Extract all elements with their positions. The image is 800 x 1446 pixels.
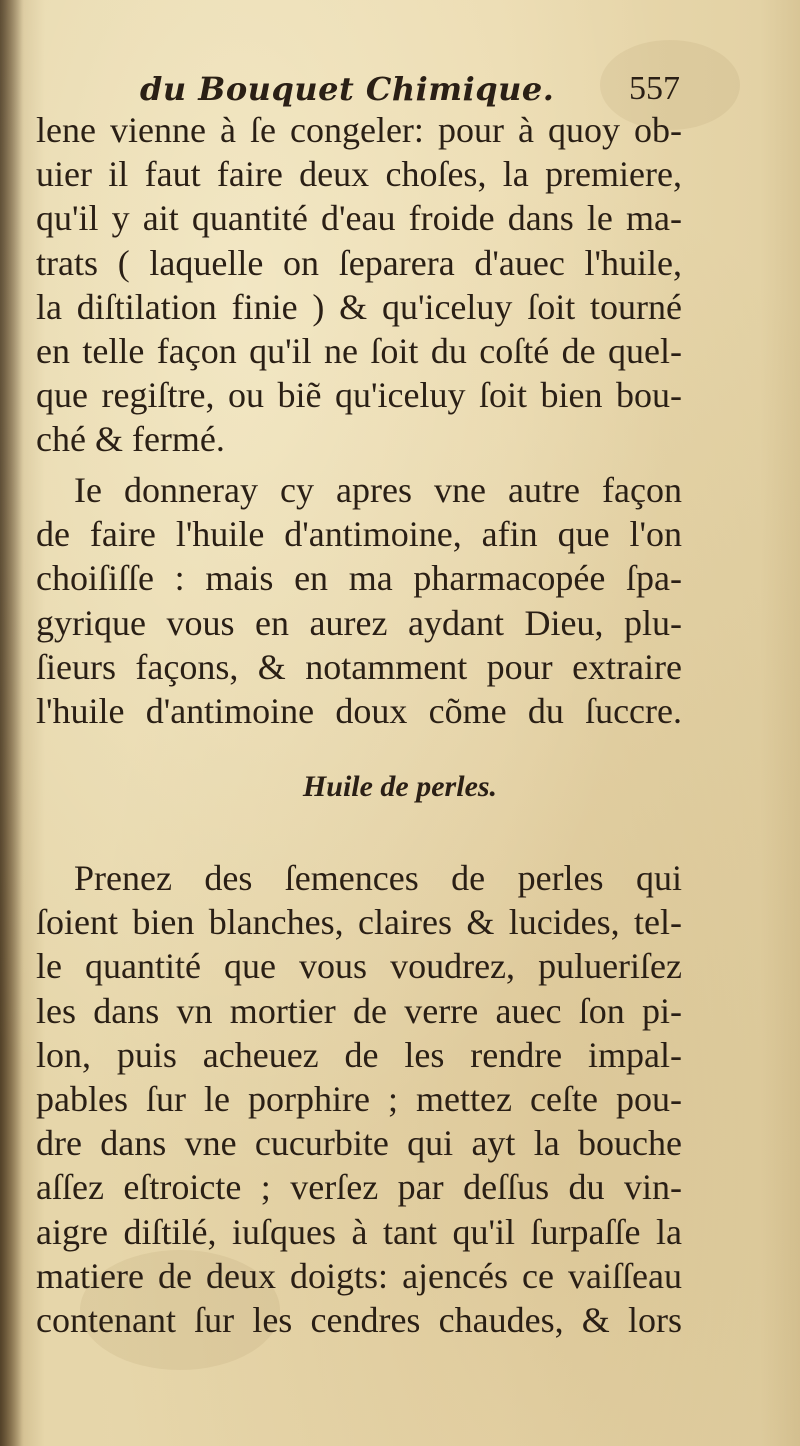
text-line: qu'il y ait quantité d'eau froide dans le ma-	[36, 198, 682, 239]
text-line: de faire l'huile d'antimoine, afin que l'on	[36, 514, 682, 555]
text-line: en telle façon qu'il ne ſoit du coſté de quel-	[36, 330, 682, 371]
section-heading: Huile de perles.	[302, 770, 498, 803]
text-line: contenant ſur les cendres chaudes, & lors	[36, 1299, 682, 1340]
text-line: aigre diſtilé, iuſques à tant qu'il ſurpaſſe la	[36, 1211, 682, 1252]
text-line: ſoient bien blanches, claires & lucides, tel-	[36, 902, 682, 943]
text-line: que regiſtre, ou biẽ qu'iceluy ſoit bien bou-	[36, 375, 682, 416]
text-line: le quantité que vous voudrez, pulueriſez	[36, 946, 682, 987]
text-line: les dans vn mortier de verre auec ſon pi-	[36, 990, 682, 1031]
text-line: ſieurs façons, & notamment pour extraire	[36, 646, 682, 687]
text-line: lene vienne à ſe congeler: pour à quoy ob-	[36, 110, 682, 150]
text-line: trats ( laquelle on ſeparera d'auec l'huile,	[36, 242, 682, 283]
text-line: Prenez des ſemences de perles qui	[74, 858, 682, 898]
gutter-shadow	[0, 0, 24, 1446]
text-line: choiſiſſe : mais en ma pharmacopée ſpa-	[36, 558, 682, 599]
text-line: gyrique vous en aurez aydant Dieu, plu-	[36, 602, 682, 643]
text-line: lon, puis acheuez de les rendre impal-	[36, 1034, 682, 1075]
text-line: pables ſur le porphire ; mettez ceſte pou-	[36, 1078, 682, 1119]
paragraph-1	[36, 108, 682, 462]
text-line: Ie donneray cy apres vne autre façon	[74, 470, 682, 510]
text-line: uier il faut faire deux choſes, la premiere,	[36, 154, 682, 195]
text-line: matiere de deux doigts: ajencés ce vaiſſeau	[36, 1255, 682, 1296]
text-line: aſſez eſtroicte ; verſez par deſſus du vin-	[36, 1167, 682, 1208]
text-line: l'huile d'antimoine doux cõme du ſuccre.	[36, 690, 682, 731]
paragraph-2	[36, 468, 682, 733]
page-number: 557	[629, 70, 680, 107]
running-title: du Bouquet Chimique.	[140, 70, 555, 108]
paragraph-3	[36, 856, 682, 1342]
text-line: la diſtilation finie ) & qu'iceluy ſoit tourné	[36, 286, 682, 327]
text-line: ché & fermé.	[36, 419, 225, 460]
text-line: dre dans vne cucurbite qui ayt la bouche	[36, 1123, 682, 1164]
